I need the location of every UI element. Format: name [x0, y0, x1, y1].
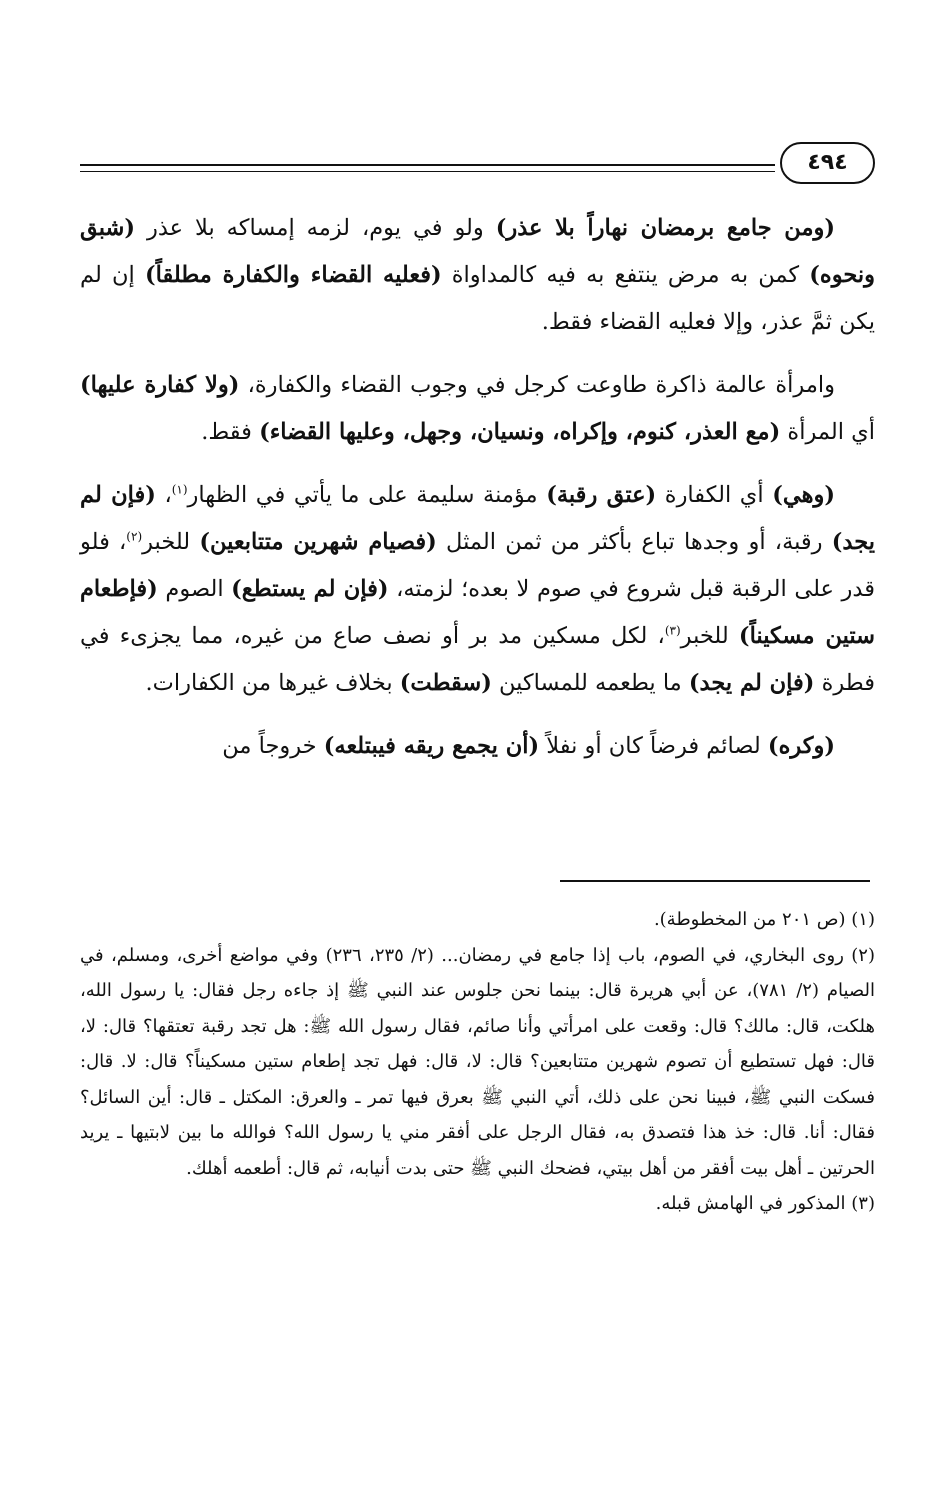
- sharh-text: الصوم: [157, 576, 232, 602]
- sharh-text: كمن به مرض ينتفع به فيه كالمداواة: [441, 262, 810, 288]
- sharh-text: ما يطعمه للمساكين: [491, 670, 689, 696]
- footnote-ref[interactable]: (١): [171, 482, 188, 497]
- paragraph-3: [80, 472, 875, 707]
- paragraph-4: [80, 723, 875, 770]
- footnotes: [80, 902, 875, 1222]
- matn-text: (عتق رقبة): [546, 482, 657, 508]
- sharh-text: ، لكل مسكين مد بر أو نصف صاع من غيره، مما يجزىء في فطرة: [80, 623, 875, 696]
- footnote-2: (٢) روى البخاري، في الصوم، باب إذا جامع في رمضان... (٢/ ٢٣٥، ٢٣٦) وفي مواضع أخرى، ومسلم، في الصيام (٢/ ٧٨١)، عن أبي هريرة قال: بينما نحن جلوس عند النبي ﷺ إذ جاءه رجل فقال: يا رسول الله، هلكت، قال: مالك؟ قال: وقعت على امرأتي وأنا صائم، فقال رسول الله ﷺ: هل تجد رقبة تعتقها؟ قال: لا، قال: فهل تستطيع أن تصوم شهرين متتابعين؟ قال: لا، قال: فهل تجد إطعام ستين مسكيناً؟ قال: لا. قال: فسكت النبي ﷺ، فبينا نحن على ذلك، أتي النبي ﷺ بعرق فيها تمر ـ والعرق: المكتل ـ قال: أين السائل؟ فقال: أنا. قال: خذ هذا فتصدق به، فقال الرجل على أفقر مني يا رسول الله؟ فوالله ما بين لابتيها ـ يريد الحرتين ـ أهل بيت أفقر من أهل بيتي، فضحك النبي ﷺ حتى بدت أنيابه، ثم قال: أطعمه أهلك.: [80, 944, 875, 1179]
- page-number: ٤٩٤: [780, 142, 875, 184]
- matn-text: (وهي): [772, 482, 836, 508]
- matn-text: (فإن لم يجد): [688, 670, 815, 696]
- sharh-text: إن لم يكن ثمَّ عذر، وإلا فعليه القضاء فقط.: [80, 262, 875, 335]
- sharh-text: ولو في يوم، لزمه إمساكه بلا عذر: [135, 215, 496, 241]
- sharh-text: أي المرأة: [780, 419, 875, 445]
- sharh-text: مؤمنة سليمة على ما يأتي في الظهار: [187, 482, 547, 508]
- footnote-separator: [560, 880, 870, 882]
- paragraph-1: [80, 205, 875, 346]
- matn-text: (فإن لم يستطع): [231, 576, 389, 602]
- matn-text: (فإن لم يجد): [80, 482, 875, 555]
- sharh-text: أي الكفارة: [656, 482, 773, 508]
- matn-text: (ومن جامع برمضان نهاراً بلا عذر): [495, 215, 836, 241]
- sharh-text: بخلاف غيرها من الكفارات.: [145, 670, 400, 696]
- sharh-text: ،: [155, 482, 172, 508]
- matn-text: (فعليه القضاء والكفارة مطلقاً): [144, 262, 442, 288]
- matn-text: (فصيام شهرين متتابعين): [199, 529, 437, 555]
- main-text: [80, 205, 875, 786]
- matn-text: (ولا كفارة عليها): [80, 372, 240, 398]
- matn-text: (فإطعام ستين مسكيناً): [80, 576, 876, 649]
- footnote-1: (١) (ص ٢٠١ من المخطوطة).: [653, 909, 875, 930]
- matn-text: (شبق ونحوه): [80, 215, 875, 288]
- sharh-text: لصائم فرضاً كان أو نفلاً: [539, 733, 768, 759]
- paragraph-2: [80, 362, 875, 456]
- matn-text: (وكره): [767, 733, 835, 759]
- matn-text: (مع العذر، كنوم، وإكراه، ونسيان، وجهل، وعليها القضاء): [259, 419, 781, 445]
- sharh-text: رقبة، أو وجدها تباع بأكثر من ثمن المثل: [436, 529, 832, 555]
- matn-text: (أن يجمع ريقه فيبتلعه): [323, 733, 540, 759]
- sharh-text: خروجاً من: [222, 733, 324, 759]
- footnote-ref[interactable]: (٢): [126, 529, 143, 544]
- footnote-3: (٣) المذكور في الهامش قبله.: [655, 1193, 875, 1214]
- sharh-text: وامرأة عالمة ذاكرة طاوعت كرجل في وجوب القضاء والكفارة،: [239, 372, 835, 398]
- sharh-text: ، فلو قدر على الرقبة قبل شروع في صوم لا بعده؛ لزمته،: [80, 529, 875, 602]
- page-header: [80, 142, 875, 194]
- footnote-ref[interactable]: (٣): [664, 623, 681, 638]
- sharh-text: للخبر: [680, 623, 739, 649]
- sharh-text: فقط.: [201, 419, 260, 445]
- header-rule: [80, 164, 775, 172]
- matn-text: (سقطت): [399, 670, 492, 696]
- sharh-text: للخبر: [142, 529, 200, 555]
